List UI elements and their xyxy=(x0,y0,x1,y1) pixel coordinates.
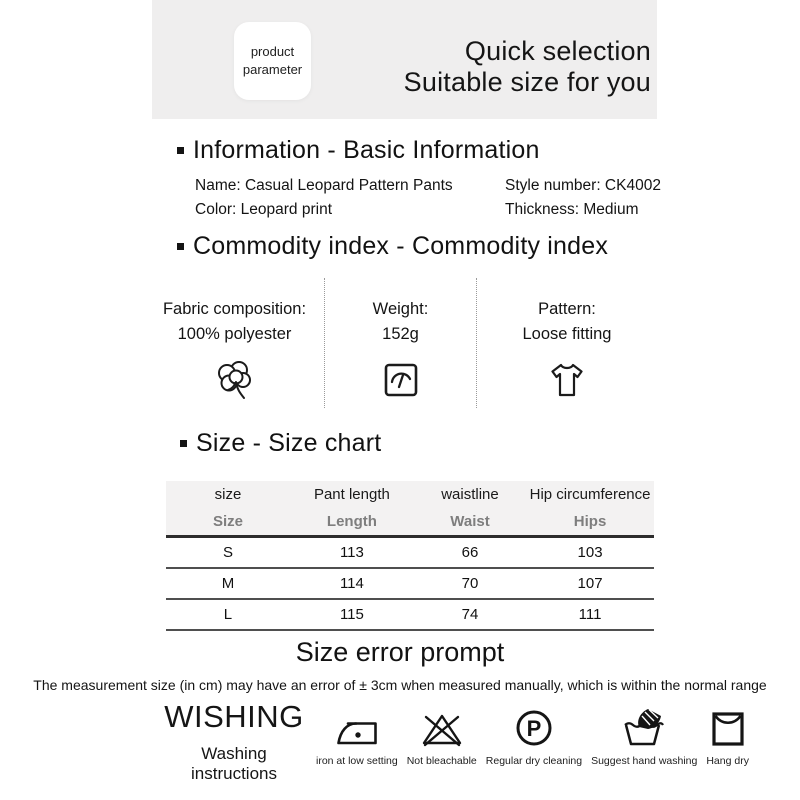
info-style-number: Style number: CK4002 xyxy=(505,177,661,194)
cell-length: 113 xyxy=(290,537,414,569)
washing-brand-block xyxy=(163,701,305,784)
info-thickness: Thickness: Medium xyxy=(505,201,639,218)
section-heading-text: Size - Size chart xyxy=(196,429,382,457)
no-bleach-icon xyxy=(419,704,465,748)
basic-info-grid xyxy=(195,177,661,219)
cell-size: M xyxy=(166,568,290,599)
col-header: waistline xyxy=(441,486,499,503)
hang-dry-icon xyxy=(709,704,747,748)
cell-hips: 103 xyxy=(526,537,654,569)
cell-waist: 70 xyxy=(414,568,526,599)
commodity-label-line2: 152g xyxy=(382,325,419,344)
section-heading-size xyxy=(180,429,381,458)
commodity-label-line1: Weight: xyxy=(372,300,429,318)
brand-name: WISHING xyxy=(164,699,304,734)
info-color: Color: Leopard print xyxy=(195,201,332,218)
care-icons-row xyxy=(316,704,749,767)
table-header-row-1 xyxy=(166,481,654,508)
table-row-m xyxy=(166,568,654,599)
care-item-iron xyxy=(316,704,398,767)
col-subheader: Size xyxy=(166,508,290,537)
square-bullet-icon xyxy=(177,243,184,250)
commodity-cell-pattern xyxy=(477,278,657,408)
size-error-prompt-text: The measurement size (in cm) may have an error of ± 3cm when measured manually, which is within the normal range xyxy=(33,677,767,693)
hero-title xyxy=(404,36,651,99)
commodity-label-line2: Loose fitting xyxy=(522,325,612,344)
square-bullet-icon xyxy=(177,147,184,154)
square-bullet-icon xyxy=(180,440,187,447)
section-heading-basic-info xyxy=(177,136,540,165)
col-subheader: Length xyxy=(290,508,414,537)
cell-length: 115 xyxy=(290,599,414,630)
tshirt-icon xyxy=(547,358,587,402)
care-item-hand-wash xyxy=(591,704,697,767)
care-label: Suggest hand washing xyxy=(591,755,698,767)
commodity-cell-weight xyxy=(325,278,477,408)
commodity-cell-fabric xyxy=(145,278,325,408)
size-chart-table xyxy=(166,481,654,631)
col-subheader: Hips xyxy=(526,508,654,537)
cotton-icon xyxy=(214,358,256,402)
badge-line1: product xyxy=(250,43,295,59)
cell-hips: 111 xyxy=(526,599,654,630)
washing-instructions-label: Washing instructions xyxy=(191,744,277,783)
section-heading-text: Information - Basic Information xyxy=(193,136,540,164)
hand-wash-icon xyxy=(621,704,667,748)
table-row-l xyxy=(166,599,654,630)
product-parameter-badge xyxy=(234,22,311,100)
cell-waist: 74 xyxy=(414,599,526,630)
commodity-grid xyxy=(145,278,657,408)
hero-title-line2: Suitable size for you xyxy=(403,67,651,98)
commodity-label-line1: Pattern: xyxy=(538,300,596,318)
info-name: Name: Casual Leopard Pattern Pants xyxy=(195,177,453,194)
commodity-label-line2: 100% polyester xyxy=(177,325,292,344)
commodity-label-line1: Fabric composition: xyxy=(162,300,307,318)
cell-size: L xyxy=(166,599,290,630)
hero-title-line1: Quick selection xyxy=(464,36,651,66)
table-row-s xyxy=(166,537,654,569)
table-header-row-2 xyxy=(166,508,654,537)
badge-line2: parameter xyxy=(242,62,303,77)
svg-text:P: P xyxy=(526,716,542,741)
section-heading-text: Commodity index - Commodity index xyxy=(193,232,609,260)
care-item-dry-clean xyxy=(486,704,582,767)
care-label: Not bleachable xyxy=(406,755,477,767)
col-header: size xyxy=(214,486,242,503)
col-header: Hip circumference xyxy=(529,486,651,503)
care-label: Regular dry cleaning xyxy=(485,755,583,767)
care-label: Hang dry xyxy=(706,755,749,767)
care-item-hang-dry xyxy=(706,704,749,767)
cell-size: S xyxy=(166,537,290,569)
iron-icon xyxy=(334,704,380,748)
col-header: Pant length xyxy=(313,486,390,503)
dry-clean-icon xyxy=(514,704,554,748)
cell-length: 114 xyxy=(290,568,414,599)
cell-hips: 107 xyxy=(526,568,654,599)
scale-icon xyxy=(382,358,420,402)
care-item-no-bleach xyxy=(407,704,477,767)
col-subheader: Waist xyxy=(414,508,526,537)
size-error-prompt-heading: Size error prompt xyxy=(295,637,505,667)
section-heading-commodity xyxy=(177,232,608,261)
care-label: iron at low setting xyxy=(316,755,398,767)
cell-waist: 66 xyxy=(414,537,526,569)
hero-banner xyxy=(152,0,657,119)
